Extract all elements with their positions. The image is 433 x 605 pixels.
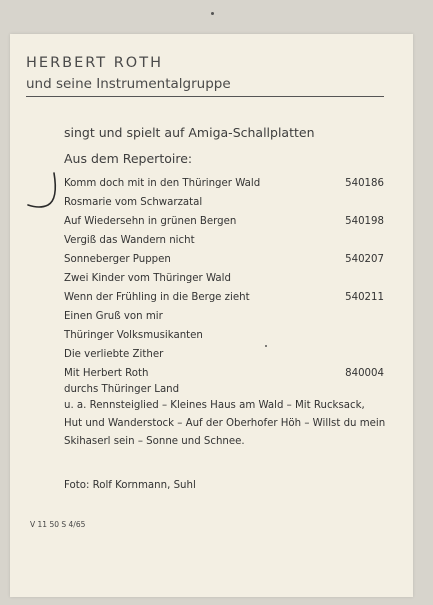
song-title: Thüringer Volksmusikanten [64, 330, 203, 341]
song-title: Komm doch mit in den Thüringer Wald [64, 178, 261, 189]
song-title: Wenn der Frühling in die Berge zieht [64, 292, 250, 303]
song-title: Einen Gruß von mir [64, 311, 163, 322]
song-title: Rosmarie vom Schwarzatal [64, 197, 203, 208]
song-title: Mit Herbert Roth [64, 368, 149, 379]
ink-speck [211, 12, 214, 15]
song-title: durchs Thüringer Land [64, 384, 180, 395]
artist-name: HERBERT ROTH [26, 55, 163, 71]
record-number: 540186 [345, 178, 384, 189]
song-title: Sonneberger Puppen [64, 254, 171, 265]
header-divider [26, 96, 384, 97]
record-number: 840004 [345, 368, 384, 379]
repertoire-heading: Aus dem Repertoire: [64, 151, 193, 166]
record-number: 540198 [345, 216, 384, 227]
song-title: Zwei Kinder vom Thüringer Wald [64, 273, 231, 284]
ink-speck [265, 345, 267, 347]
artist-subtitle: und seine Instrumentalgruppe [26, 76, 231, 92]
song-title: Auf Wiedersehn in grünen Bergen [64, 216, 237, 227]
photo-credit: Foto: Rolf Kornmann, Suhl [64, 480, 196, 491]
record-number: 540211 [345, 292, 384, 303]
song-title: Die verliebte Zither [64, 349, 164, 360]
pen-mark-icon [24, 145, 64, 215]
print-code: V 11 50 S 4/65 [30, 520, 86, 529]
intro-text: singt und spielt auf Amiga-Schallplatten [64, 125, 315, 140]
song-title: Vergiß das Wandern nicht [64, 235, 195, 246]
record-number: 540207 [345, 254, 384, 265]
additional-songs: u. a. Rennsteiglied – Kleines Haus am Wald – Mit Rucksack, Hut und Wanderstock – Auf der Oberhofer Höh – Willst du mein Skihaserl sein – Sonne und Schnee. [64, 400, 386, 447]
